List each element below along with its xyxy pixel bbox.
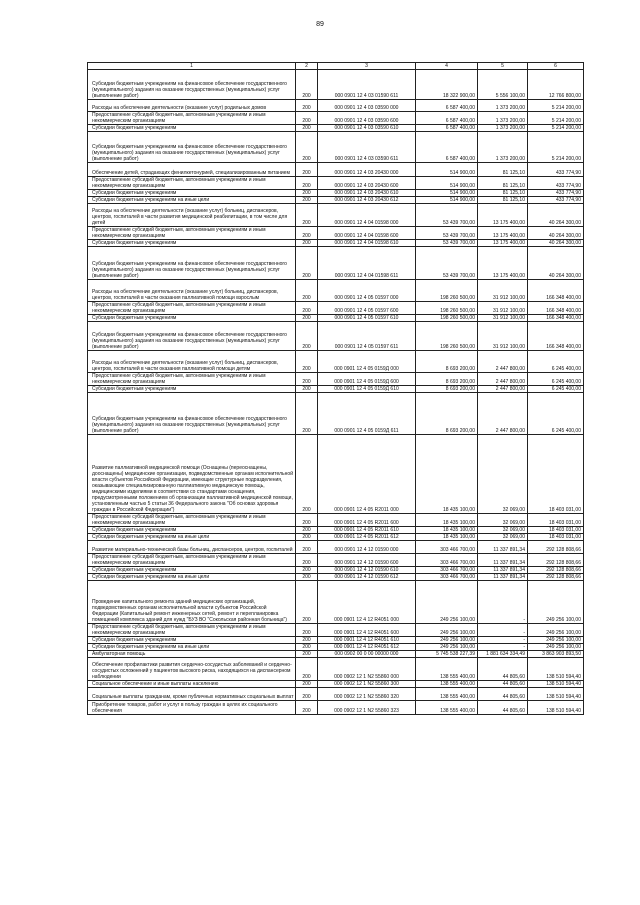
row-name: Субсидии бюджетным учреждениям	[88, 240, 296, 247]
row-remaining-amount: 6 245 400,00	[528, 386, 584, 393]
row-name: Предоставление субсидий бюджетным, автономным учреждениям и иным некоммерческим организациям	[88, 514, 296, 527]
row-code-line: 200	[296, 435, 318, 514]
row-code-line: 200	[296, 351, 318, 373]
row-approved-amount: 53 439 700,00	[416, 247, 478, 280]
row-remaining-amount: 18 403 031,00	[528, 435, 584, 514]
row-approved-amount: 198 260 500,00	[416, 280, 478, 302]
row-approved-amount: 303 466 700,00	[416, 574, 478, 581]
row-approved-amount: 53 439 700,00	[416, 240, 478, 247]
table-row	[88, 373, 584, 386]
row-code-line: 200	[296, 100, 318, 112]
row-approved-amount: 18 322 900,00	[416, 70, 478, 100]
row-executed-amount: 31 912 100,00	[478, 280, 528, 302]
row-budget-code: 000 0901 12 4 05 R2011 612	[318, 534, 416, 541]
row-approved-amount: 6 587 400,00	[416, 100, 478, 112]
row-remaining-amount: 433 774,90	[528, 197, 584, 204]
table-row	[88, 534, 584, 541]
row-approved-amount: 249 256 100,00	[416, 624, 478, 637]
row-remaining-amount: 6 245 400,00	[528, 373, 584, 386]
row-executed-amount: 5 556 100,00	[478, 70, 528, 100]
row-code-line: 200	[296, 651, 318, 658]
row-executed-amount: 13 175 400,00	[478, 240, 528, 247]
row-name: Развитие материально-технической базы больниц, диспансеров, центров, госпиталей	[88, 541, 296, 554]
row-executed-amount: 44 805,60	[478, 658, 528, 681]
table-row	[88, 227, 584, 240]
row-name: Расходы на обеспечение деятельности (оказание услуг) больниц, диспансеров, центров, госпиталей в части оказания паллиативной помощи детям	[88, 351, 296, 373]
row-approved-amount: 18 435 100,00	[416, 527, 478, 534]
row-remaining-amount: 138 510 594,40	[528, 658, 584, 681]
row-name: Субсидии бюджетным учреждениям на иные цели	[88, 197, 296, 204]
row-approved-amount: 6 587 400,00	[416, 112, 478, 125]
row-budget-code: 000 0901 12 4 05 01597 610	[318, 315, 416, 322]
row-approved-amount: 8 693 200,00	[416, 393, 478, 435]
row-code-line: 200	[296, 132, 318, 163]
row-executed-amount: -	[478, 644, 528, 651]
column-header: 4	[416, 63, 478, 70]
row-budget-code: 000 0901 12 4 03 03590 600	[318, 112, 416, 125]
row-executed-amount: 2 447 800,00	[478, 373, 528, 386]
row-executed-amount: 1 373 200,00	[478, 112, 528, 125]
row-code-line: 200	[296, 204, 318, 227]
column-header: 5	[478, 63, 528, 70]
row-approved-amount: 514 900,00	[416, 197, 478, 204]
row-budget-code: 000 0901 12 4 05 R2011 000	[318, 435, 416, 514]
row-remaining-amount: 6 245 400,00	[528, 351, 584, 373]
row-code-line: 200	[296, 112, 318, 125]
row-name: Приобретение товаров, работ и услуг в пользу граждан в целях их социального обеспечения	[88, 701, 296, 715]
row-remaining-amount: 40 264 300,00	[528, 204, 584, 227]
table-row	[88, 177, 584, 190]
row-name: Расходы на обеспечение деятельности (оказание услуг) родильных домов	[88, 100, 296, 112]
row-remaining-amount: 249 256 100,00	[528, 637, 584, 644]
row-remaining-amount: 138 510 594,40	[528, 701, 584, 715]
row-approved-amount: 138 555 400,00	[416, 701, 478, 715]
row-remaining-amount: 292 128 808,66	[528, 541, 584, 554]
row-budget-code: 000 0901 12 4 05 01597 000	[318, 280, 416, 302]
row-budget-code: 000 0901 12 4 05 0159Д 000	[318, 351, 416, 373]
row-name: Предоставление субсидий бюджетным, автономным учреждениям и иным некоммерческим организациям	[88, 554, 296, 567]
row-approved-amount: 303 466 700,00	[416, 567, 478, 574]
row-executed-amount: 44 805,60	[478, 688, 528, 701]
table-row	[88, 302, 584, 315]
row-executed-amount: 81 125,10	[478, 197, 528, 204]
row-executed-amount: 1 881 634 334,49	[478, 651, 528, 658]
row-remaining-amount: 292 128 808,66	[528, 567, 584, 574]
row-budget-code: 000 0901 12 4 03 03590 611	[318, 132, 416, 163]
row-name: Предоставление субсидий бюджетным, автономным учреждениям и иным некоммерческим организациям	[88, 112, 296, 125]
row-executed-amount: 2 447 800,00	[478, 386, 528, 393]
row-code-line: 200	[296, 637, 318, 644]
row-code-line: 200	[296, 701, 318, 715]
row-executed-amount: 31 912 100,00	[478, 302, 528, 315]
row-name: Предоставление субсидий бюджетным, автономным учреждениям и иным некоммерческим организациям	[88, 302, 296, 315]
table-header-row	[88, 63, 584, 70]
row-executed-amount: 31 912 100,00	[478, 315, 528, 322]
row-approved-amount: 198 260 500,00	[416, 322, 478, 351]
row-code-line: 200	[296, 177, 318, 190]
row-executed-amount: 13 175 400,00	[478, 204, 528, 227]
row-code-line: 200	[296, 70, 318, 100]
row-code-line: 200	[296, 567, 318, 574]
row-remaining-amount: 433 774,90	[528, 163, 584, 177]
row-budget-code: 000 0901 12 4 04 01598 611	[318, 247, 416, 280]
table-row	[88, 435, 584, 514]
row-executed-amount: 81 125,10	[478, 190, 528, 197]
row-executed-amount: 1 373 200,00	[478, 125, 528, 132]
row-name: Предоставление субсидий бюджетным, автономным учреждениям и иным некоммерческим организациям	[88, 227, 296, 240]
row-code-line: 200	[296, 240, 318, 247]
row-name: Субсидии бюджетным учреждениям	[88, 527, 296, 534]
row-approved-amount: 138 555 400,00	[416, 688, 478, 701]
row-budget-code: 000 0901 12 4 05 01597 611	[318, 322, 416, 351]
row-name: Субсидии бюджетным учреждениям	[88, 190, 296, 197]
row-name: Субсидии бюджетным учреждениям на финансовое обеспечение государственного (муниципального) задания на оказание государственных (муниципальных) услуг (выполнение работ)	[88, 393, 296, 435]
row-budget-code: 000 0901 12 4 05 0159Д 611	[318, 393, 416, 435]
row-remaining-amount: 292 128 808,66	[528, 554, 584, 567]
row-name: Субсидии бюджетным учреждениям	[88, 315, 296, 322]
row-remaining-amount: 5 214 200,00	[528, 132, 584, 163]
table-row	[88, 554, 584, 567]
row-budget-code: 000 0901 12 4 05 R2011 600	[318, 514, 416, 527]
table-row	[88, 567, 584, 574]
row-approved-amount: 514 900,00	[416, 163, 478, 177]
row-budget-code: 000 0901 12 4 03 01590 611	[318, 70, 416, 100]
row-name: Социальное обеспечение и иные выплаты населению	[88, 681, 296, 688]
row-code-line: 200	[296, 280, 318, 302]
row-executed-amount: 1 373 200,00	[478, 132, 528, 163]
row-remaining-amount: 5 214 200,00	[528, 125, 584, 132]
table-row	[88, 197, 584, 204]
row-name: Расходы на обеспечение деятельности (оказание услуг) больниц, диспансеров, центров, госпиталей в части развития медицинской реабилитации, в том числе для детей	[88, 204, 296, 227]
row-executed-amount: 81 125,10	[478, 177, 528, 190]
row-approved-amount: 8 693 200,00	[416, 373, 478, 386]
row-budget-code: 000 0901 12 4 03 03590 000	[318, 100, 416, 112]
table-row	[88, 701, 584, 715]
column-header: 1	[88, 63, 296, 70]
row-remaining-amount: 138 510 594,40	[528, 681, 584, 688]
row-approved-amount: 53 439 700,00	[416, 204, 478, 227]
row-name: Субсидии бюджетным учреждениям на финансовое обеспечение государственного (муниципального) задания на оказание государственных (муниципальных) услуг (выполнение работ)	[88, 70, 296, 100]
table-row	[88, 247, 584, 280]
row-executed-amount: 13 175 400,00	[478, 247, 528, 280]
row-name: Развитие паллиативной медицинской помощи (Оснащены (переоснащены, дооснащены) медицинские организации, подведомственные органам исполнительной власти субъектов Российской Федерации, имеющие структурные подразделения, оказывающие специализированную паллиативную медицинскую помощь, медицинскими изделиями в соответствии со стандартами оснащения, предусмотренными положением об организации паллиативной медицинской помощи, установленным частью 5 статьи 36 Федерального закона "Об основах здоровья граждан в Российской Федерации")	[88, 435, 296, 514]
row-remaining-amount: 5 214 200,00	[528, 112, 584, 125]
row-code-line: 200	[296, 624, 318, 637]
row-name: Предоставление субсидий бюджетным, автономным учреждениям и иным некоммерческим организациям	[88, 624, 296, 637]
row-budget-code: 000 0901 12 4 12 R4051 000	[318, 581, 416, 624]
row-budget-code: 000 0901 12 4 12 01590 610	[318, 567, 416, 574]
row-budget-code: 000 0901 12 4 03 03590 610	[318, 125, 416, 132]
row-budget-code: 000 0902 12 1 N2 55860 000	[318, 658, 416, 681]
row-executed-amount: 31 912 100,00	[478, 322, 528, 351]
table-row	[88, 386, 584, 393]
row-code-line: 200	[296, 527, 318, 534]
row-approved-amount: 249 256 100,00	[416, 644, 478, 651]
row-name: Субсидии бюджетным учреждениям	[88, 125, 296, 132]
row-remaining-amount: 18 403 031,00	[528, 514, 584, 527]
table-row	[88, 163, 584, 177]
row-budget-code: 000 0901 12 4 12 R4051 612	[318, 644, 416, 651]
row-executed-amount: 32 069,00	[478, 435, 528, 514]
row-approved-amount: 18 435 100,00	[416, 435, 478, 514]
row-code-line: 200	[296, 163, 318, 177]
row-remaining-amount: 40 264 300,00	[528, 247, 584, 280]
row-budget-code: 000 0901 12 4 12 01590 000	[318, 541, 416, 554]
row-code-line: 200	[296, 302, 318, 315]
row-code-line: 200	[296, 541, 318, 554]
row-code-line: 200	[296, 190, 318, 197]
row-code-line: 200	[296, 554, 318, 567]
budget-table	[87, 62, 584, 715]
row-budget-code: 000 0901 12 4 04 01598 000	[318, 204, 416, 227]
row-executed-amount: 44 805,60	[478, 681, 528, 688]
row-executed-amount: 44 805,60	[478, 701, 528, 715]
row-code-line: 200	[296, 644, 318, 651]
row-code-line: 200	[296, 247, 318, 280]
row-code-line: 200	[296, 681, 318, 688]
row-name: Обеспечение детей, страдающих фенилкетонурией, специализированным питанием	[88, 163, 296, 177]
row-approved-amount: 198 260 500,00	[416, 302, 478, 315]
row-code-line: 200	[296, 534, 318, 541]
row-remaining-amount: 3 863 903 893,50	[528, 651, 584, 658]
table-row	[88, 681, 584, 688]
row-name: Субсидии бюджетным учреждениям на финансовое обеспечение государственного (муниципального) задания на оказание государственных (муниципальных) услуг (выполнение работ)	[88, 132, 296, 163]
row-budget-code: 000 0901 12 4 05 01597 600	[318, 302, 416, 315]
row-remaining-amount: 40 264 300,00	[528, 240, 584, 247]
row-remaining-amount: 138 510 594,40	[528, 688, 584, 701]
row-approved-amount: 514 900,00	[416, 177, 478, 190]
row-approved-amount: 138 555 400,00	[416, 681, 478, 688]
row-remaining-amount: 166 348 400,00	[528, 322, 584, 351]
table-row	[88, 541, 584, 554]
row-budget-code: 000 0901 12 4 03 20430 612	[318, 197, 416, 204]
page-number: 89	[316, 21, 324, 28]
row-code-line: 200	[296, 386, 318, 393]
table-row	[88, 574, 584, 581]
row-approved-amount: 18 435 100,00	[416, 534, 478, 541]
row-executed-amount: -	[478, 581, 528, 624]
row-name: Субсидии бюджетным учреждениям	[88, 637, 296, 644]
table-row	[88, 527, 584, 534]
row-remaining-amount: 249 256 100,00	[528, 581, 584, 624]
row-approved-amount: 6 587 400,00	[416, 125, 478, 132]
row-name: Социальные выплаты гражданам, кроме публичных нормативных социальных выплат	[88, 688, 296, 701]
table-row	[88, 132, 584, 163]
row-code-line: 200	[296, 393, 318, 435]
row-name: Субсидии бюджетным учреждениям на финансовое обеспечение государственного (муниципального) задания на оказание государственных (муниципальных) услуг (выполнение работ)	[88, 322, 296, 351]
row-approved-amount: 18 435 100,00	[416, 514, 478, 527]
row-executed-amount: 81 125,10	[478, 163, 528, 177]
row-budget-code: 000 0901 12 4 12 R4051 600	[318, 624, 416, 637]
row-remaining-amount: 166 348 400,00	[528, 315, 584, 322]
row-approved-amount: 514 900,00	[416, 190, 478, 197]
row-remaining-amount: 40 264 300,00	[528, 227, 584, 240]
row-budget-code: 000 0901 12 4 05 0159Д 610	[318, 386, 416, 393]
table-row	[88, 393, 584, 435]
row-executed-amount: 32 069,00	[478, 514, 528, 527]
table-row	[88, 688, 584, 701]
row-executed-amount: 11 337 891,34	[478, 554, 528, 567]
row-executed-amount: 32 069,00	[478, 534, 528, 541]
row-name: Проведение капитального ремонта зданий медицинских организаций, подведомственных органам исполнительной власти субъектов Российской Федерации (Капитальный ремонт инженерных сетей, ремонт и перепланировка помещений комплекса зданий для нужд "БУЗ ВО "Сокольская районная больница")	[88, 581, 296, 624]
row-executed-amount: 11 337 891,34	[478, 567, 528, 574]
row-approved-amount: 249 256 100,00	[416, 637, 478, 644]
row-name: Субсидии бюджетным учреждениям	[88, 386, 296, 393]
row-approved-amount: 53 439 700,00	[416, 227, 478, 240]
row-budget-code: 000 0901 12 4 12 01590 600	[318, 554, 416, 567]
row-budget-code: 000 0901 12 4 05 R2011 610	[318, 527, 416, 534]
row-name: Субсидии бюджетным учреждениям на иные цели	[88, 534, 296, 541]
row-remaining-amount: 249 256 100,00	[528, 644, 584, 651]
table-row	[88, 190, 584, 197]
row-executed-amount: 1 373 200,00	[478, 100, 528, 112]
table-row	[88, 658, 584, 681]
row-budget-code: 000 0901 12 4 04 01598 600	[318, 227, 416, 240]
row-budget-code: 000 0902 12 1 N2 55860 323	[318, 701, 416, 715]
table-row	[88, 624, 584, 637]
column-header: 2	[296, 63, 318, 70]
row-name: Субсидии бюджетным учреждениям на иные цели	[88, 644, 296, 651]
row-approved-amount: 5 745 538 227,39	[416, 651, 478, 658]
row-remaining-amount: 12 766 800,00	[528, 70, 584, 100]
row-code-line: 200	[296, 125, 318, 132]
row-budget-code: 000 0901 12 4 04 01598 610	[318, 240, 416, 247]
row-remaining-amount: 18 403 031,00	[528, 534, 584, 541]
table-row	[88, 322, 584, 351]
row-code-line: 200	[296, 373, 318, 386]
row-code-line: 200	[296, 322, 318, 351]
row-executed-amount: 11 337 891,34	[478, 574, 528, 581]
row-code-line: 200	[296, 688, 318, 701]
table-row	[88, 280, 584, 302]
row-remaining-amount: 433 774,90	[528, 177, 584, 190]
row-remaining-amount: 18 403 031,00	[528, 527, 584, 534]
row-budget-code: 000 0901 12 4 12 R4051 610	[318, 637, 416, 644]
table-row	[88, 240, 584, 247]
row-remaining-amount: 292 128 808,66	[528, 574, 584, 581]
table-row	[88, 100, 584, 112]
row-remaining-amount: 166 348 400,00	[528, 280, 584, 302]
row-budget-code: 000 0901 12 4 05 0159Д 600	[318, 373, 416, 386]
row-code-line: 200	[296, 514, 318, 527]
row-code-line: 200	[296, 227, 318, 240]
table-row	[88, 351, 584, 373]
row-approved-amount: 138 555 400,00	[416, 658, 478, 681]
row-executed-amount: 2 447 800,00	[478, 351, 528, 373]
table-row	[88, 581, 584, 624]
row-approved-amount: 198 260 500,00	[416, 315, 478, 322]
row-executed-amount: -	[478, 637, 528, 644]
row-name: Субсидии бюджетным учреждениям на финансовое обеспечение государственного (муниципального) задания на оказание государственных (муниципальных) услуг (выполнение работ)	[88, 247, 296, 280]
table-row	[88, 644, 584, 651]
table-row	[88, 514, 584, 527]
table-row	[88, 315, 584, 322]
row-executed-amount: 2 447 800,00	[478, 393, 528, 435]
row-approved-amount: 8 693 200,00	[416, 351, 478, 373]
row-remaining-amount: 5 214 200,00	[528, 100, 584, 112]
row-remaining-amount: 249 256 100,00	[528, 624, 584, 637]
column-header: 6	[528, 63, 584, 70]
row-code-line: 200	[296, 197, 318, 204]
row-executed-amount: -	[478, 624, 528, 637]
table-row	[88, 204, 584, 227]
row-code-line: 200	[296, 658, 318, 681]
row-name: Предоставление субсидий бюджетным, автономным учреждениям и иным некоммерческим организациям	[88, 373, 296, 386]
row-budget-code: 000 0901 12 4 03 20430 600	[318, 177, 416, 190]
row-remaining-amount: 6 245 400,00	[528, 393, 584, 435]
table-row	[88, 70, 584, 100]
row-name: Субсидии бюджетным учреждениям	[88, 567, 296, 574]
row-code-line: 200	[296, 315, 318, 322]
row-code-line: 200	[296, 581, 318, 624]
table-row	[88, 637, 584, 644]
row-approved-amount: 8 693 200,00	[416, 386, 478, 393]
row-approved-amount: 303 466 700,00	[416, 541, 478, 554]
row-budget-code: 000 0901 12 4 03 20430 610	[318, 190, 416, 197]
row-budget-code: 000 0901 12 4 12 01590 612	[318, 574, 416, 581]
row-name: Обеспечение профилактики развития сердечно-сосудистых заболеваний и сердечно-сосудистых осложнений у пациентов высокого риска, находящихся на диспансерном наблюдении	[88, 658, 296, 681]
row-code-line: 200	[296, 574, 318, 581]
row-remaining-amount: 166 348 400,00	[528, 302, 584, 315]
row-approved-amount: 249 256 100,00	[416, 581, 478, 624]
row-name: Амбулаторная помощь	[88, 651, 296, 658]
row-executed-amount: 32 069,00	[478, 527, 528, 534]
row-name: Предоставление субсидий бюджетным, автономным учреждениям и иным некоммерческим организациям	[88, 177, 296, 190]
row-executed-amount: 13 175 400,00	[478, 227, 528, 240]
row-remaining-amount: 433 774,90	[528, 190, 584, 197]
row-approved-amount: 6 587 400,00	[416, 132, 478, 163]
table-row	[88, 112, 584, 125]
column-header: 3	[318, 63, 416, 70]
table-row	[88, 125, 584, 132]
row-budget-code: 000 0901 12 4 03 20430 000	[318, 163, 416, 177]
row-approved-amount: 303 466 700,00	[416, 554, 478, 567]
row-budget-code: 000 0902 00 0 00 00000 000	[318, 651, 416, 658]
row-name: Субсидии бюджетным учреждениям на иные цели	[88, 574, 296, 581]
row-budget-code: 000 0902 12 1 N2 55860 300	[318, 681, 416, 688]
row-budget-code: 000 0902 12 1 N2 55860 320	[318, 688, 416, 701]
table-row	[88, 651, 584, 658]
row-executed-amount: 11 337 891,34	[478, 541, 528, 554]
row-name: Расходы на обеспечение деятельности (оказание услуг) больниц, диспансеров, центров, госпиталей в части оказания паллиативной помощи взрослым	[88, 280, 296, 302]
